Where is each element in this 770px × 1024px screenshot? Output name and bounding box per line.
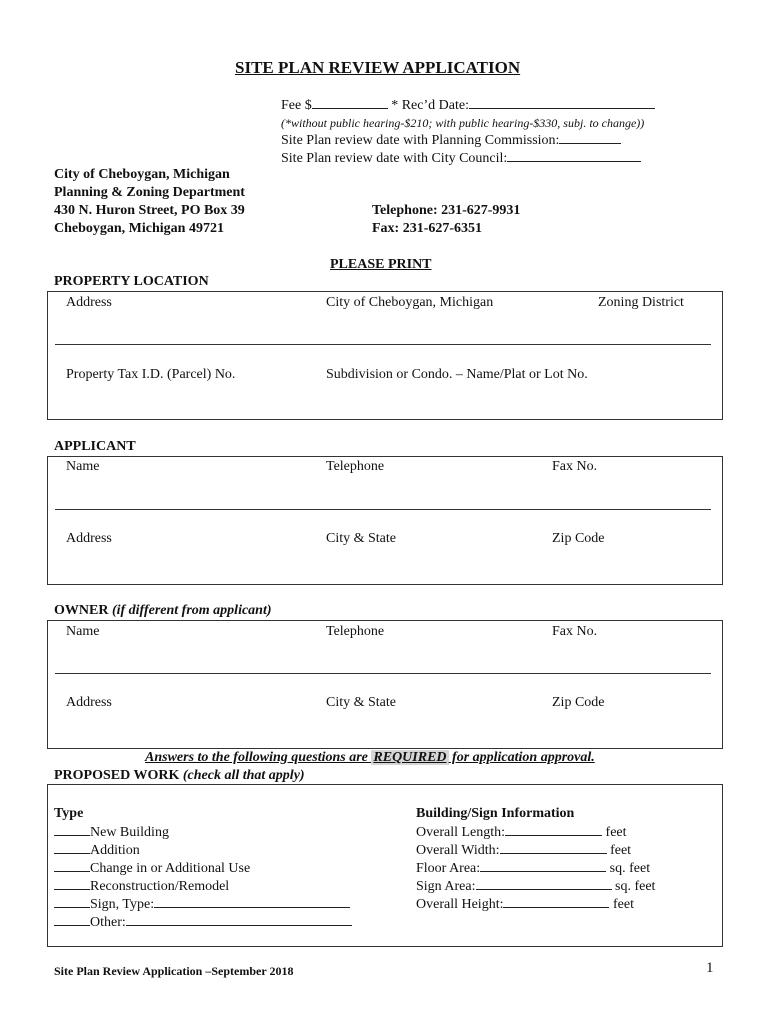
info-heading: Building/Sign Information: [416, 806, 575, 821]
type-new-building: [54, 823, 169, 841]
planning-date-field[interactable]: [559, 131, 621, 144]
property-parcel-label: Property Tax I.D. (Parcel) No.: [66, 367, 236, 382]
please-print: PLEASE PRINT: [330, 257, 432, 272]
proposed-heading-note: (check all that apply): [182, 768, 305, 783]
applicant-box: [47, 456, 723, 585]
owner-name-line[interactable]: [55, 673, 711, 674]
type-sign-label: Sign, Type:: [90, 897, 155, 912]
floor-area-unit: sq. feet: [609, 861, 651, 876]
applicant-name-label: Name: [66, 459, 100, 474]
fee-line: [281, 96, 655, 114]
property-subdivision-label: Subdivision or Condo. – Name/Plat or Lot No.: [326, 367, 588, 382]
recd-date-field[interactable]: [469, 96, 655, 109]
floor-area-label: Floor Area:: [416, 861, 481, 876]
applicant-address-label: Address: [66, 531, 112, 546]
overall-length-field[interactable]: [505, 823, 602, 836]
property-zoning-label: Zoning District: [598, 295, 684, 310]
overall-height: [416, 895, 634, 913]
owner-name-label: Name: [66, 624, 100, 639]
applicant-name-line[interactable]: [55, 509, 711, 510]
planning-date-line: [281, 131, 621, 149]
property-city-label: City of Cheboygan, Michigan: [326, 295, 494, 310]
applicant-heading: APPLICANT: [54, 439, 136, 454]
type-sign: [54, 895, 350, 913]
type-new-building-label: New Building: [90, 825, 169, 840]
owner-heading-label: OWNER: [54, 603, 109, 618]
page-number: 1: [706, 960, 714, 976]
floor-area: [416, 859, 650, 877]
owner-heading-note: (if different from applicant): [111, 603, 272, 618]
fee-label: Fee $: [281, 98, 312, 113]
type-other: [54, 913, 352, 931]
sign-area-field[interactable]: [476, 877, 612, 890]
type-reconstruction: [54, 877, 229, 895]
overall-width-unit: feet: [610, 843, 632, 858]
fee-note: (*without public hearing-$210; with public hearing-$330, subj. to change)): [281, 116, 645, 130]
type-reconstruction-label: Reconstruction/Remodel: [90, 879, 230, 894]
required-note-highlight: REQUIRED: [373, 750, 447, 765]
type-sign-field[interactable]: [154, 895, 350, 908]
dept-street: 430 N. Huron Street, PO Box 39: [54, 203, 245, 218]
type-other-field[interactable]: [126, 913, 352, 926]
property-address-line[interactable]: [55, 344, 711, 345]
council-date-label: Site Plan review date with City Council:: [281, 151, 508, 166]
property-address-label: Address: [66, 295, 112, 310]
fee-field[interactable]: [312, 96, 388, 109]
type-change-use: [54, 859, 250, 877]
required-note: [145, 750, 595, 766]
type-change-use-check[interactable]: [54, 859, 90, 872]
type-change-use-label: Change in or Additional Use: [90, 861, 251, 876]
overall-width: [416, 841, 631, 859]
applicant-telephone-label: Telephone: [326, 459, 385, 474]
type-reconstruction-check[interactable]: [54, 877, 90, 890]
applicant-fax-label: Fax No.: [552, 459, 598, 474]
type-addition-label: Addition: [90, 843, 140, 858]
overall-height-field[interactable]: [503, 895, 609, 908]
type-sign-check[interactable]: [54, 895, 90, 908]
dept-city: City of Cheboygan, Michigan: [54, 167, 230, 182]
owner-telephone-label: Telephone: [326, 624, 385, 639]
property-heading: PROPERTY LOCATION: [54, 274, 209, 289]
planning-date-label: Site Plan review date with Planning Commission:: [281, 133, 560, 148]
required-note-before: Answers to the following questions are: [145, 750, 372, 765]
owner-box: [47, 620, 723, 749]
floor-area-field[interactable]: [480, 859, 606, 872]
sign-area-unit: sq. feet: [615, 879, 656, 894]
council-date-field[interactable]: [507, 149, 641, 162]
sign-area-label: Sign Area:: [416, 879, 476, 894]
owner-heading: [54, 603, 272, 619]
recd-date-label: * Rec’d Date:: [391, 98, 469, 113]
dept-fax: Fax: 231-627-6351: [372, 221, 483, 236]
overall-width-field[interactable]: [500, 841, 607, 854]
dept-name: Planning & Zoning Department: [54, 185, 245, 200]
owner-citystate-label: City & State: [326, 695, 396, 710]
footer-title: Site Plan Review Application –September 2018: [54, 964, 294, 978]
owner-address-label: Address: [66, 695, 112, 710]
sign-area: [416, 877, 655, 895]
applicant-zip-label: Zip Code: [552, 531, 605, 546]
applicant-citystate-label: City & State: [326, 531, 396, 546]
dept-citystate: Cheboygan, Michigan 49721: [54, 221, 224, 236]
overall-length-label: Overall Length:: [416, 825, 506, 840]
owner-zip-label: Zip Code: [552, 695, 605, 710]
overall-height-label: Overall Height:: [416, 897, 504, 912]
type-new-building-check[interactable]: [54, 823, 90, 836]
dept-telephone: Telephone: 231-627-9931: [372, 203, 521, 218]
owner-fax-label: Fax No.: [552, 624, 598, 639]
overall-length: [416, 823, 627, 841]
type-addition: [54, 841, 140, 859]
overall-length-unit: feet: [605, 825, 627, 840]
proposed-heading-label: PROPOSED WORK: [54, 768, 180, 783]
type-addition-check[interactable]: [54, 841, 90, 854]
type-other-check[interactable]: [54, 913, 90, 926]
overall-width-label: Overall Width:: [416, 843, 500, 858]
overall-height-unit: feet: [612, 897, 634, 912]
type-heading: Type: [54, 806, 84, 821]
proposed-heading: [54, 768, 305, 784]
council-date-line: [281, 149, 641, 167]
type-other-label: Other:: [90, 915, 126, 930]
page-title: SITE PLAN REVIEW APPLICATION: [235, 58, 521, 77]
required-note-after: for application approval.: [448, 750, 595, 765]
